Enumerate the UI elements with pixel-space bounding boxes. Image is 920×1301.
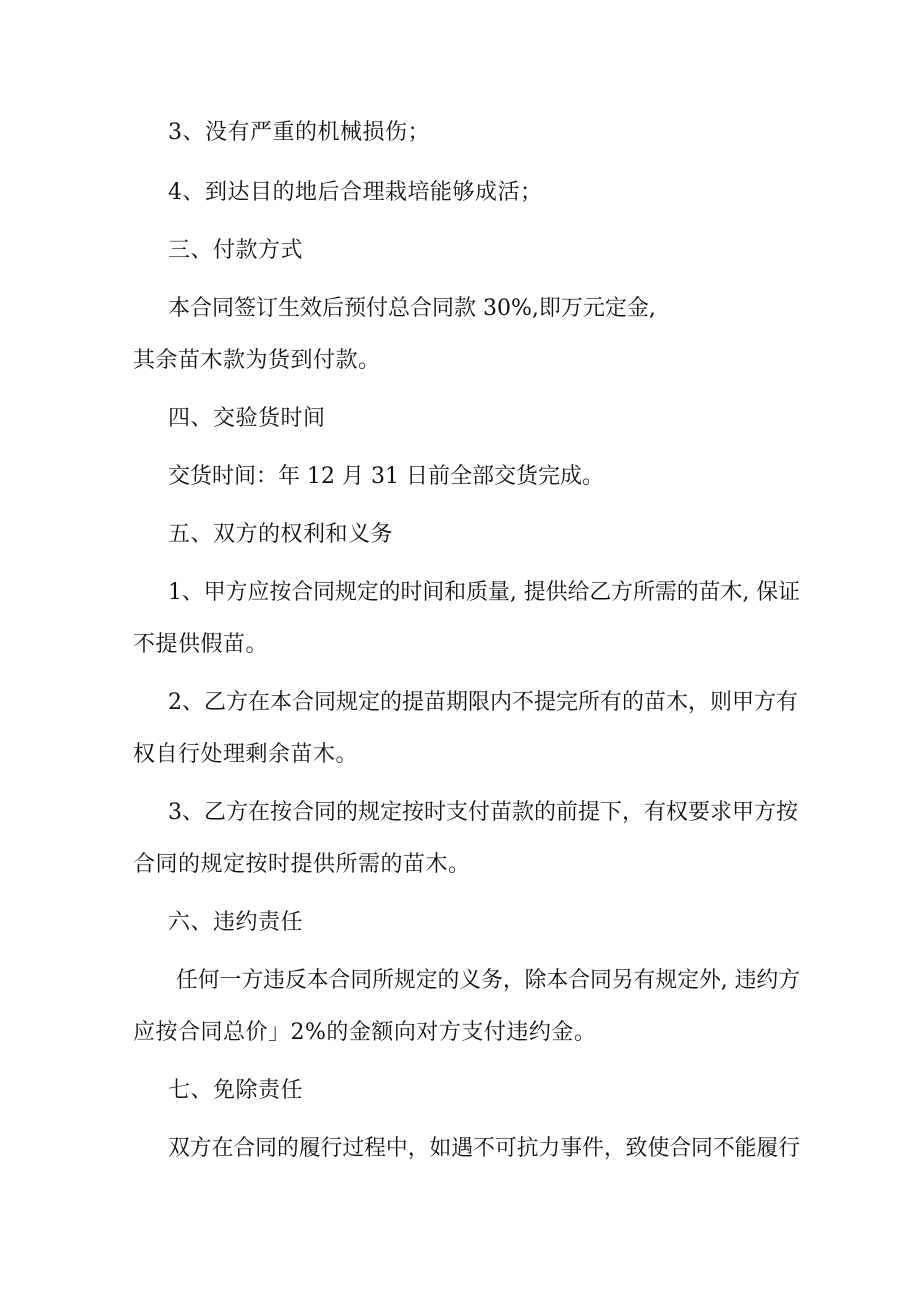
payment-text-line-1: 本合同签订生效后预付总合同款 30%,即万元定金, (168, 296, 656, 321)
section-heading-breach: 六、违约责任 (168, 910, 304, 935)
clause-item-4-survival: 4、到达目的地后合理栽培能够成活； (168, 180, 543, 205)
breach-text-line-2: 应按合同总价」2%的金额向对方支付违约金。 (133, 1020, 597, 1045)
clause-item-3-no-damage: 3、没有严重的机械损伤； (168, 120, 430, 145)
payment-text-line-2: 其余苗木款为货到付款。 (133, 348, 381, 373)
section-heading-payment: 三、付款方式 (168, 238, 304, 263)
section-heading-rights: 五、双方的权利和义务 (168, 522, 394, 547)
rights-item-3-line-1: 3、乙方在按合同的规定按时支付苗款的前提下，有权要求甲方按 (168, 800, 798, 825)
rights-item-2-line-1: 2、乙方在本合同规定的提苗期限内不提完所有的苗木，则甲方有 (168, 690, 798, 715)
rights-item-1-line-1: 1、甲方应按合同规定的时间和质量, 提供给乙方所需的苗木, 保证 (168, 580, 800, 605)
section-heading-exemption: 七、免除责任 (168, 1078, 304, 1103)
rights-item-2-line-2: 权自行处理剩余苗木。 (133, 742, 359, 767)
rights-item-3-line-2: 合同的规定按时提供所需的苗木。 (133, 852, 471, 877)
delivery-time-text: 交货时间：年 12 月 31 日前全部交货完成。 (168, 464, 604, 489)
exemption-text-line-1: 双方在合同的履行过程中，如遇不可抗力事件，致使合同不能履行 (168, 1136, 801, 1161)
breach-text-line-1: 任何一方违反本合同所规定的义务，除本合同另有规定外, 违约方 (176, 968, 801, 993)
rights-item-1-line-2: 不提供假苗。 (133, 632, 269, 657)
section-heading-delivery: 四、交验货时间 (168, 406, 326, 431)
